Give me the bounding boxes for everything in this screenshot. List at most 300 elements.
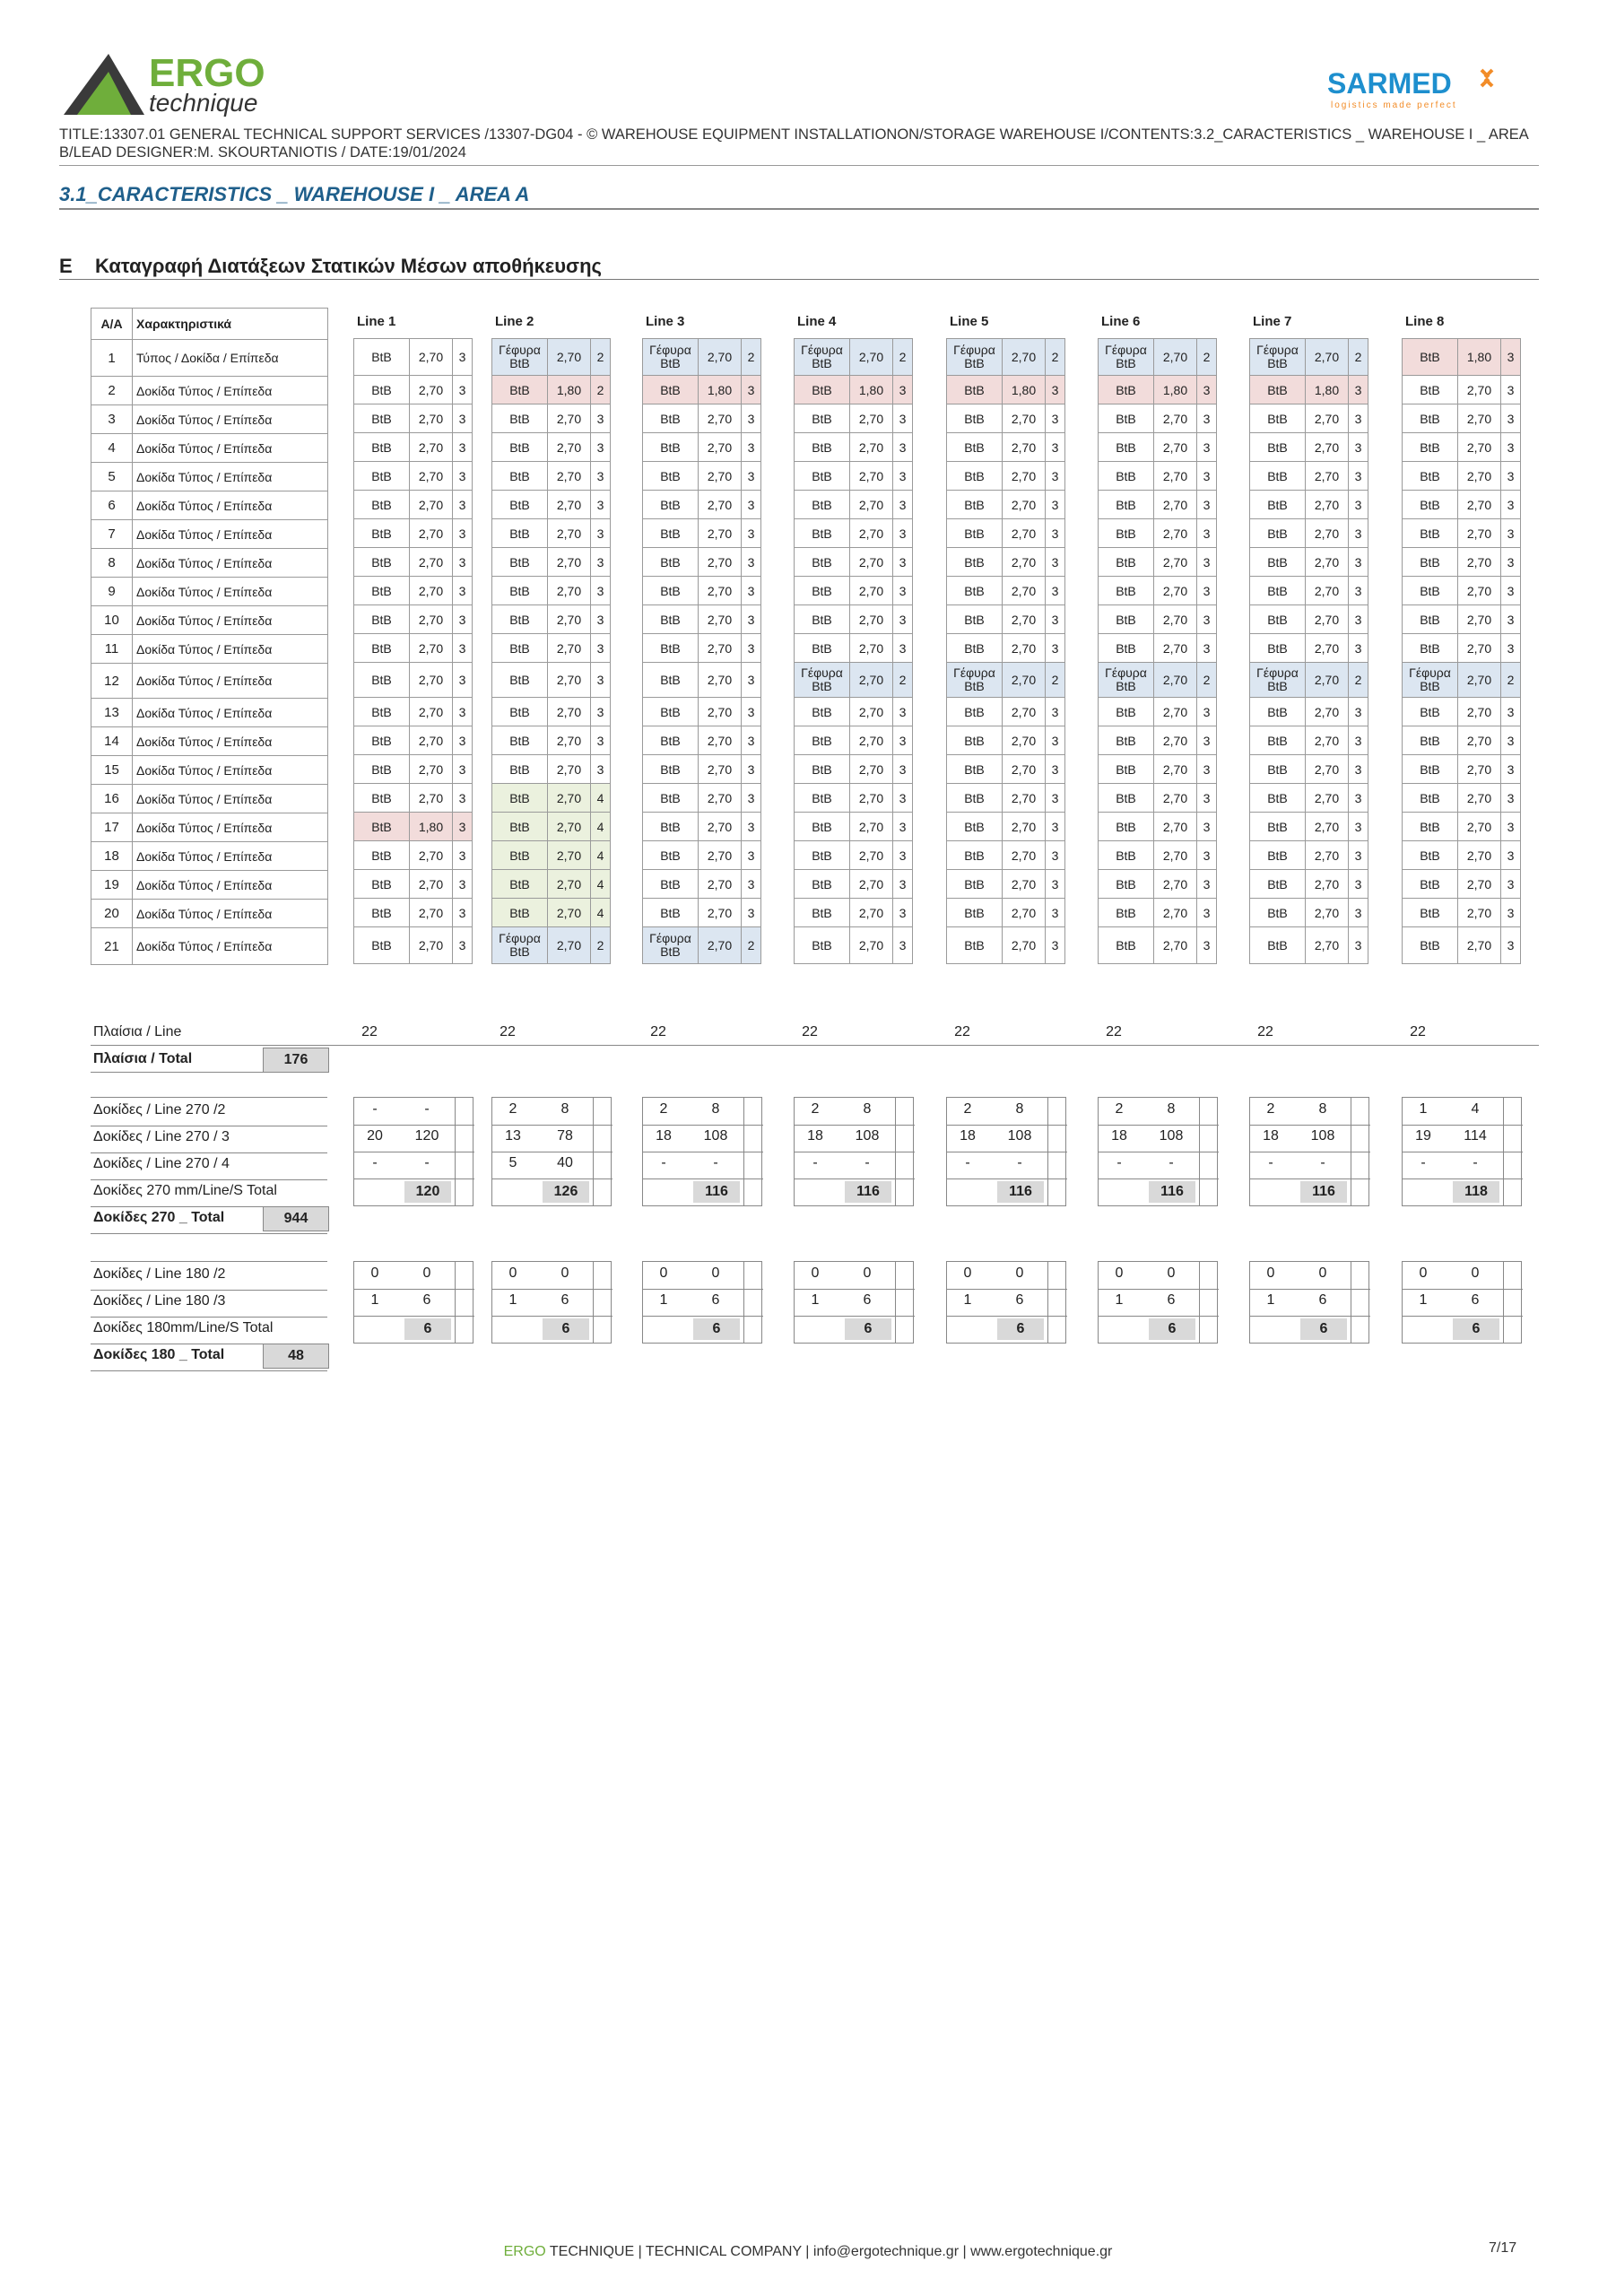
rack-type-cell: BtB xyxy=(1250,841,1306,870)
levels-cell: 3 xyxy=(1046,755,1065,784)
frames-per-line-value: 22 xyxy=(1106,1024,1122,1039)
beam-line-total: 6 xyxy=(693,1318,740,1340)
rack-type-cell: BtB xyxy=(492,870,548,899)
beam-length-cell: 2,70 xyxy=(850,899,893,927)
beam-length-cell: 2,70 xyxy=(410,548,453,577)
beam-count-cell: 20 xyxy=(367,1128,383,1144)
beam-length-cell: 2,70 xyxy=(548,870,591,899)
row-divider xyxy=(947,1289,1067,1290)
levels-cell: 4 xyxy=(591,813,611,841)
rack-type-cell: BtB xyxy=(947,577,1003,605)
group-separator xyxy=(455,1262,456,1343)
beam-length-cell: 2,70 xyxy=(548,433,591,462)
levels-cell: 3 xyxy=(893,433,913,462)
levels-cell: 3 xyxy=(1501,339,1521,376)
beam-quantity-cell: 8 xyxy=(560,1101,569,1117)
beam-line-group xyxy=(353,1097,474,1206)
rack-type-cell: BtB xyxy=(354,784,410,813)
table-row xyxy=(1250,870,1368,899)
table-row xyxy=(1099,663,1217,698)
table-row xyxy=(1250,339,1368,376)
levels-cell: 3 xyxy=(1197,870,1217,899)
row-divider xyxy=(1250,1316,1370,1317)
beam-length-cell: 2,70 xyxy=(548,841,591,870)
beam-line-total: 6 xyxy=(543,1318,589,1340)
rack-type-cell: BtB xyxy=(795,841,850,870)
table-row xyxy=(947,491,1065,519)
levels-cell: 3 xyxy=(591,519,611,548)
beam-count-cell: 0 xyxy=(370,1265,379,1281)
table-row xyxy=(1250,899,1368,927)
beam-length-cell: 2,70 xyxy=(410,870,453,899)
aa-header: Α/Α xyxy=(91,309,133,340)
rack-type-cell: BtB xyxy=(643,726,699,755)
beam-length-cell: 1,80 xyxy=(1154,376,1197,404)
levels-cell: 3 xyxy=(453,404,473,433)
levels-cell: 3 xyxy=(742,462,761,491)
beam-quantity-cell: 0 xyxy=(1015,1265,1024,1281)
rack-type-cell: BtB xyxy=(1403,698,1458,726)
beam-quantity-cell: 108 xyxy=(1310,1128,1335,1144)
beam-length-cell: 2,70 xyxy=(410,726,453,755)
table-row xyxy=(643,605,761,634)
beam-length-cell: 2,70 xyxy=(850,870,893,899)
row-number: 6 xyxy=(91,491,133,520)
rack-type-cell: Γέφυρα BtB xyxy=(947,339,1003,376)
rack-type-cell: BtB xyxy=(492,899,548,927)
rack-type-cell: BtB xyxy=(795,376,850,404)
beam-quantity-cell: 40 xyxy=(557,1155,573,1170)
table-row xyxy=(354,784,473,813)
rack-type-cell: BtB xyxy=(1250,726,1306,755)
levels-cell: 3 xyxy=(453,755,473,784)
beam-length-cell: 2,70 xyxy=(1458,726,1501,755)
beam-length-cell: 2,70 xyxy=(410,491,453,519)
table-row xyxy=(91,871,328,900)
beam-length-cell: 2,70 xyxy=(850,339,893,376)
rack-type-cell: BtB xyxy=(1250,577,1306,605)
rack-type-cell: Γέφυρα BtB xyxy=(1099,663,1154,698)
beam-quantity-cell: - xyxy=(424,1155,430,1170)
table-row xyxy=(91,549,328,578)
row-label: Δοκίδα Τύπος / Επίπεδα xyxy=(133,928,328,965)
levels-cell: 2 xyxy=(1197,663,1217,698)
section-title: 3.1_CARACTERISTICS _ WAREHOUSE I _ AREA A xyxy=(59,183,530,205)
beam-total-label: Δοκίδες 270 _ Total xyxy=(93,1210,225,1225)
rack-type-cell: BtB xyxy=(795,755,850,784)
row-label: Δοκίδα Τύπος / Επίπεδα xyxy=(133,377,328,405)
row-divider xyxy=(354,1125,474,1126)
table-row xyxy=(1250,376,1368,404)
beam-length-cell: 2,70 xyxy=(850,404,893,433)
table-row xyxy=(1403,433,1521,462)
rack-type-cell: BtB xyxy=(795,698,850,726)
row-label: Δοκίδα Τύπος / Επίπεδα xyxy=(133,549,328,578)
beam-length-cell: 2,70 xyxy=(1154,339,1197,376)
beam-count-cell: - xyxy=(372,1101,378,1117)
rack-type-cell: BtB xyxy=(492,726,548,755)
table-row xyxy=(91,785,328,813)
table-row xyxy=(1099,755,1217,784)
levels-cell: 3 xyxy=(1046,491,1065,519)
levels-cell: 3 xyxy=(1046,726,1065,755)
line-header: Line 3 xyxy=(646,314,685,329)
rack-type-cell: BtB xyxy=(492,577,548,605)
row-number: 10 xyxy=(91,606,133,635)
row-number: 20 xyxy=(91,900,133,928)
table-row xyxy=(1403,899,1521,927)
beam-length-cell: 2,70 xyxy=(410,634,453,663)
rack-type-cell: BtB xyxy=(354,841,410,870)
rack-type-cell: BtB xyxy=(1099,755,1154,784)
rack-type-cell: BtB xyxy=(643,899,699,927)
beam-row-label: Δοκίδες / Line 270 /2 xyxy=(93,1102,226,1118)
beam-quantity-cell: - xyxy=(1017,1155,1022,1170)
levels-cell: 3 xyxy=(1197,755,1217,784)
levels-cell: 3 xyxy=(1501,605,1521,634)
rack-type-cell: BtB xyxy=(492,376,548,404)
beam-length-cell: 2,70 xyxy=(1154,605,1197,634)
levels-cell: 3 xyxy=(1197,605,1217,634)
row-divider xyxy=(643,1178,763,1179)
row-number: 21 xyxy=(91,928,133,965)
beam-length-cell: 2,70 xyxy=(548,634,591,663)
levels-cell: 3 xyxy=(893,726,913,755)
table-row xyxy=(91,377,328,405)
table-row xyxy=(1099,519,1217,548)
summary-divider xyxy=(91,1072,327,1073)
row-number: 7 xyxy=(91,520,133,549)
rack-type-cell: BtB xyxy=(947,462,1003,491)
levels-cell: 3 xyxy=(893,605,913,634)
beam-count-cell: - xyxy=(372,1155,378,1170)
rack-type-cell: BtB xyxy=(643,784,699,813)
beam-length-cell: 2,70 xyxy=(1306,519,1349,548)
beam-line-group xyxy=(1098,1097,1218,1206)
beam-length-cell: 2,70 xyxy=(1458,548,1501,577)
levels-cell: 3 xyxy=(742,376,761,404)
beam-length-cell: 2,70 xyxy=(410,339,453,376)
rack-type-cell: BtB xyxy=(1099,841,1154,870)
table-row xyxy=(795,404,913,433)
beam-length-cell: 2,70 xyxy=(850,698,893,726)
line-header: Line 2 xyxy=(495,314,534,329)
levels-cell: 3 xyxy=(1349,433,1368,462)
levels-cell: 3 xyxy=(1501,548,1521,577)
line-table xyxy=(642,338,761,964)
table-row xyxy=(1403,339,1521,376)
row-label: Δοκίδα Τύπος / Επίπεδα xyxy=(133,842,328,871)
beam-length-cell: 2,70 xyxy=(699,519,742,548)
rack-type-cell: BtB xyxy=(643,634,699,663)
table-row xyxy=(795,634,913,663)
rack-type-cell: BtB xyxy=(1403,376,1458,404)
beam-line-group xyxy=(1249,1261,1369,1344)
beam-length-cell: 2,70 xyxy=(1306,491,1349,519)
beam-total-value: 48 xyxy=(263,1344,329,1369)
beam-length-cell: 2,70 xyxy=(410,404,453,433)
rack-type-cell: BtB xyxy=(354,813,410,841)
beam-length-cell: 2,70 xyxy=(1003,698,1046,726)
levels-cell: 3 xyxy=(453,927,473,964)
beam-length-cell: 2,70 xyxy=(1154,813,1197,841)
table-row xyxy=(354,726,473,755)
beam-length-cell: 2,70 xyxy=(1306,605,1349,634)
rack-type-cell: BtB xyxy=(1403,433,1458,462)
row-number: 16 xyxy=(91,785,133,813)
table-row xyxy=(947,870,1065,899)
beam-count-cell: 13 xyxy=(505,1128,521,1144)
table-row xyxy=(354,698,473,726)
table-row xyxy=(492,927,611,964)
rack-type-cell: BtB xyxy=(1250,899,1306,927)
summary-divider xyxy=(91,1317,327,1318)
footer xyxy=(0,2244,1616,2260)
table-row xyxy=(354,813,473,841)
table-row xyxy=(795,870,913,899)
table-row xyxy=(492,605,611,634)
rack-type-cell: BtB xyxy=(795,899,850,927)
beam-quantity-cell: 108 xyxy=(1007,1128,1032,1144)
beam-length-cell: 2,70 xyxy=(1458,841,1501,870)
beam-length-cell: 2,70 xyxy=(699,634,742,663)
rack-type-cell: BtB xyxy=(643,605,699,634)
beam-quantity-cell: 8 xyxy=(863,1101,872,1117)
rack-type-cell: BtB xyxy=(1250,755,1306,784)
sarmed-arrows-icon xyxy=(1327,63,1525,117)
rack-type-cell: BtB xyxy=(1403,462,1458,491)
beam-length-cell: 2,70 xyxy=(850,841,893,870)
levels-cell: 3 xyxy=(1197,899,1217,927)
rack-type-cell: BtB xyxy=(354,462,410,491)
table-row xyxy=(795,755,913,784)
levels-cell: 2 xyxy=(591,376,611,404)
rack-type-cell: BtB xyxy=(947,548,1003,577)
rack-type-cell: BtB xyxy=(1403,899,1458,927)
table-row xyxy=(1099,462,1217,491)
rack-type-cell: BtB xyxy=(795,433,850,462)
rack-type-cell: BtB xyxy=(1403,813,1458,841)
beam-length-cell: 2,70 xyxy=(1306,548,1349,577)
beam-quantity-cell: - xyxy=(1169,1155,1174,1170)
beam-total-value: 944 xyxy=(263,1206,329,1231)
table-row xyxy=(1099,376,1217,404)
table-row xyxy=(1250,813,1368,841)
ergo-technique-logo xyxy=(59,52,355,124)
table-row xyxy=(947,726,1065,755)
row-label: Δοκίδα Τύπος / Επίπεδα xyxy=(133,785,328,813)
row-divider xyxy=(795,1178,915,1179)
levels-cell: 2 xyxy=(742,339,761,376)
levels-cell: 3 xyxy=(1197,927,1217,964)
line-header: Line 6 xyxy=(1101,314,1141,329)
beam-length-cell: 2,70 xyxy=(410,899,453,927)
table-row xyxy=(91,756,328,785)
beam-length-cell: 2,70 xyxy=(850,663,893,698)
table-row xyxy=(1099,339,1217,376)
svg-text:ERGO: ERGO xyxy=(149,52,265,95)
rack-type-cell: BtB xyxy=(1250,927,1306,964)
beam-count-cell: 0 xyxy=(1419,1265,1428,1281)
beam-length-cell: 2,70 xyxy=(1458,784,1501,813)
beam-count-cell: 18 xyxy=(1263,1128,1279,1144)
beam-line-total-label: Δοκίδες 180mm/Line/S Total xyxy=(93,1320,274,1335)
levels-cell: 3 xyxy=(893,519,913,548)
beam-length-cell: 2,70 xyxy=(548,519,591,548)
beam-length-cell: 2,70 xyxy=(1154,927,1197,964)
levels-cell: 3 xyxy=(453,726,473,755)
rack-type-cell: BtB xyxy=(795,404,850,433)
beam-length-cell: 2,70 xyxy=(699,433,742,462)
svg-text:technique: technique xyxy=(149,89,258,117)
table-row xyxy=(1099,577,1217,605)
table-row xyxy=(1099,784,1217,813)
beam-count-cell: 0 xyxy=(1115,1265,1124,1281)
rack-type-cell: BtB xyxy=(492,491,548,519)
beam-length-cell: 2,70 xyxy=(1306,663,1349,698)
table-row xyxy=(1250,755,1368,784)
table-row xyxy=(91,928,328,965)
table-row xyxy=(1099,726,1217,755)
beam-count-cell: 2 xyxy=(1266,1101,1275,1117)
levels-cell: 3 xyxy=(591,462,611,491)
beam-length-cell: 2,70 xyxy=(850,577,893,605)
rack-type-cell: BtB xyxy=(1403,784,1458,813)
levels-cell: 3 xyxy=(1349,548,1368,577)
row-divider xyxy=(354,1289,474,1290)
beam-count-cell: 18 xyxy=(960,1128,976,1144)
beam-length-cell: 1,80 xyxy=(1458,339,1501,376)
levels-cell: 4 xyxy=(591,899,611,927)
table-row xyxy=(1099,433,1217,462)
table-row xyxy=(354,462,473,491)
levels-cell: 3 xyxy=(742,784,761,813)
beam-count-cell: 1 xyxy=(1266,1292,1275,1308)
rack-type-cell: BtB xyxy=(795,491,850,519)
rack-type-cell: BtB xyxy=(1403,634,1458,663)
svg-text:logistics made perfect: logistics made perfect xyxy=(1331,100,1457,110)
levels-cell: 3 xyxy=(1501,784,1521,813)
table-row xyxy=(354,870,473,899)
rack-type-cell: BtB xyxy=(643,404,699,433)
line-table xyxy=(1402,338,1521,964)
levels-cell: 2 xyxy=(591,927,611,964)
table-row xyxy=(1250,605,1368,634)
rack-type-cell: BtB xyxy=(947,784,1003,813)
beam-length-cell: 2,70 xyxy=(699,755,742,784)
levels-cell: 3 xyxy=(1197,404,1217,433)
table-row xyxy=(492,519,611,548)
table-row xyxy=(1099,841,1217,870)
beam-line-group xyxy=(1402,1097,1522,1206)
table-row xyxy=(1250,404,1368,433)
line-header: Line 5 xyxy=(950,314,989,329)
row-number: 5 xyxy=(91,463,133,491)
levels-cell: 3 xyxy=(453,491,473,519)
levels-cell: 3 xyxy=(1501,813,1521,841)
levels-cell: 3 xyxy=(742,519,761,548)
beam-length-cell: 2,70 xyxy=(410,698,453,726)
levels-cell: 3 xyxy=(1349,870,1368,899)
table-row xyxy=(1403,462,1521,491)
beam-length-cell: 2,70 xyxy=(699,899,742,927)
rack-type-cell: Γέφυρα BtB xyxy=(1250,663,1306,698)
levels-cell: 3 xyxy=(742,698,761,726)
table-row xyxy=(1099,927,1217,964)
row-number: 4 xyxy=(91,434,133,463)
logo-triangle-icon xyxy=(59,52,355,124)
table-row xyxy=(643,927,761,964)
table-row xyxy=(1403,663,1521,698)
table-row xyxy=(643,870,761,899)
levels-cell: 3 xyxy=(1349,634,1368,663)
table-row xyxy=(643,726,761,755)
levels-cell: 3 xyxy=(1349,605,1368,634)
beam-length-cell: 2,70 xyxy=(1306,899,1349,927)
beam-count-cell: 18 xyxy=(807,1128,823,1144)
levels-cell: 3 xyxy=(1046,813,1065,841)
beam-line-total: 116 xyxy=(693,1181,740,1203)
beam-length-cell: 2,70 xyxy=(1003,755,1046,784)
levels-cell: 3 xyxy=(1046,519,1065,548)
rack-type-cell: BtB xyxy=(1403,491,1458,519)
table-row xyxy=(354,841,473,870)
table-row xyxy=(1403,376,1521,404)
summary-divider xyxy=(91,1290,327,1291)
table-row xyxy=(354,404,473,433)
rack-type-cell: BtB xyxy=(354,899,410,927)
rack-type-cell: Γέφυρα BtB xyxy=(795,339,850,376)
rack-type-cell: Γέφυρα BtB xyxy=(492,339,548,376)
beam-count-cell: 18 xyxy=(656,1128,672,1144)
beam-length-cell: 2,70 xyxy=(1003,577,1046,605)
beam-length-cell: 2,70 xyxy=(699,726,742,755)
beam-line-total: 116 xyxy=(1149,1181,1195,1203)
levels-cell: 3 xyxy=(1197,577,1217,605)
beam-count-cell: 2 xyxy=(508,1101,517,1117)
beam-length-cell: 2,70 xyxy=(548,548,591,577)
rack-type-cell: BtB xyxy=(492,841,548,870)
beam-quantity-cell: 108 xyxy=(703,1128,728,1144)
beam-length-cell: 2,70 xyxy=(1003,339,1046,376)
table-row xyxy=(91,340,328,377)
aa-characteristics-table xyxy=(91,308,328,965)
beam-line-total: 6 xyxy=(997,1318,1044,1340)
levels-cell: 3 xyxy=(893,404,913,433)
row-divider xyxy=(947,1316,1067,1317)
rack-type-cell: BtB xyxy=(1099,634,1154,663)
rack-type-cell: BtB xyxy=(947,605,1003,634)
beam-length-cell: 2,70 xyxy=(1003,548,1046,577)
beam-line-total: 6 xyxy=(845,1318,891,1340)
table-row xyxy=(795,841,913,870)
beam-length-cell: 2,70 xyxy=(1154,698,1197,726)
rack-type-cell: BtB xyxy=(1099,927,1154,964)
beam-length-cell: 2,70 xyxy=(850,813,893,841)
rack-type-cell: BtB xyxy=(1250,491,1306,519)
table-row xyxy=(947,784,1065,813)
row-number: 8 xyxy=(91,549,133,578)
beam-length-cell: 2,70 xyxy=(410,755,453,784)
levels-cell: 3 xyxy=(591,491,611,519)
levels-cell: 4 xyxy=(591,841,611,870)
rack-type-cell: BtB xyxy=(1250,548,1306,577)
levels-cell: 3 xyxy=(1501,634,1521,663)
beam-length-cell: 1,80 xyxy=(699,376,742,404)
levels-cell: 3 xyxy=(453,634,473,663)
rack-type-cell: BtB xyxy=(643,813,699,841)
row-label: Δοκίδα Τύπος / Επίπεδα xyxy=(133,463,328,491)
